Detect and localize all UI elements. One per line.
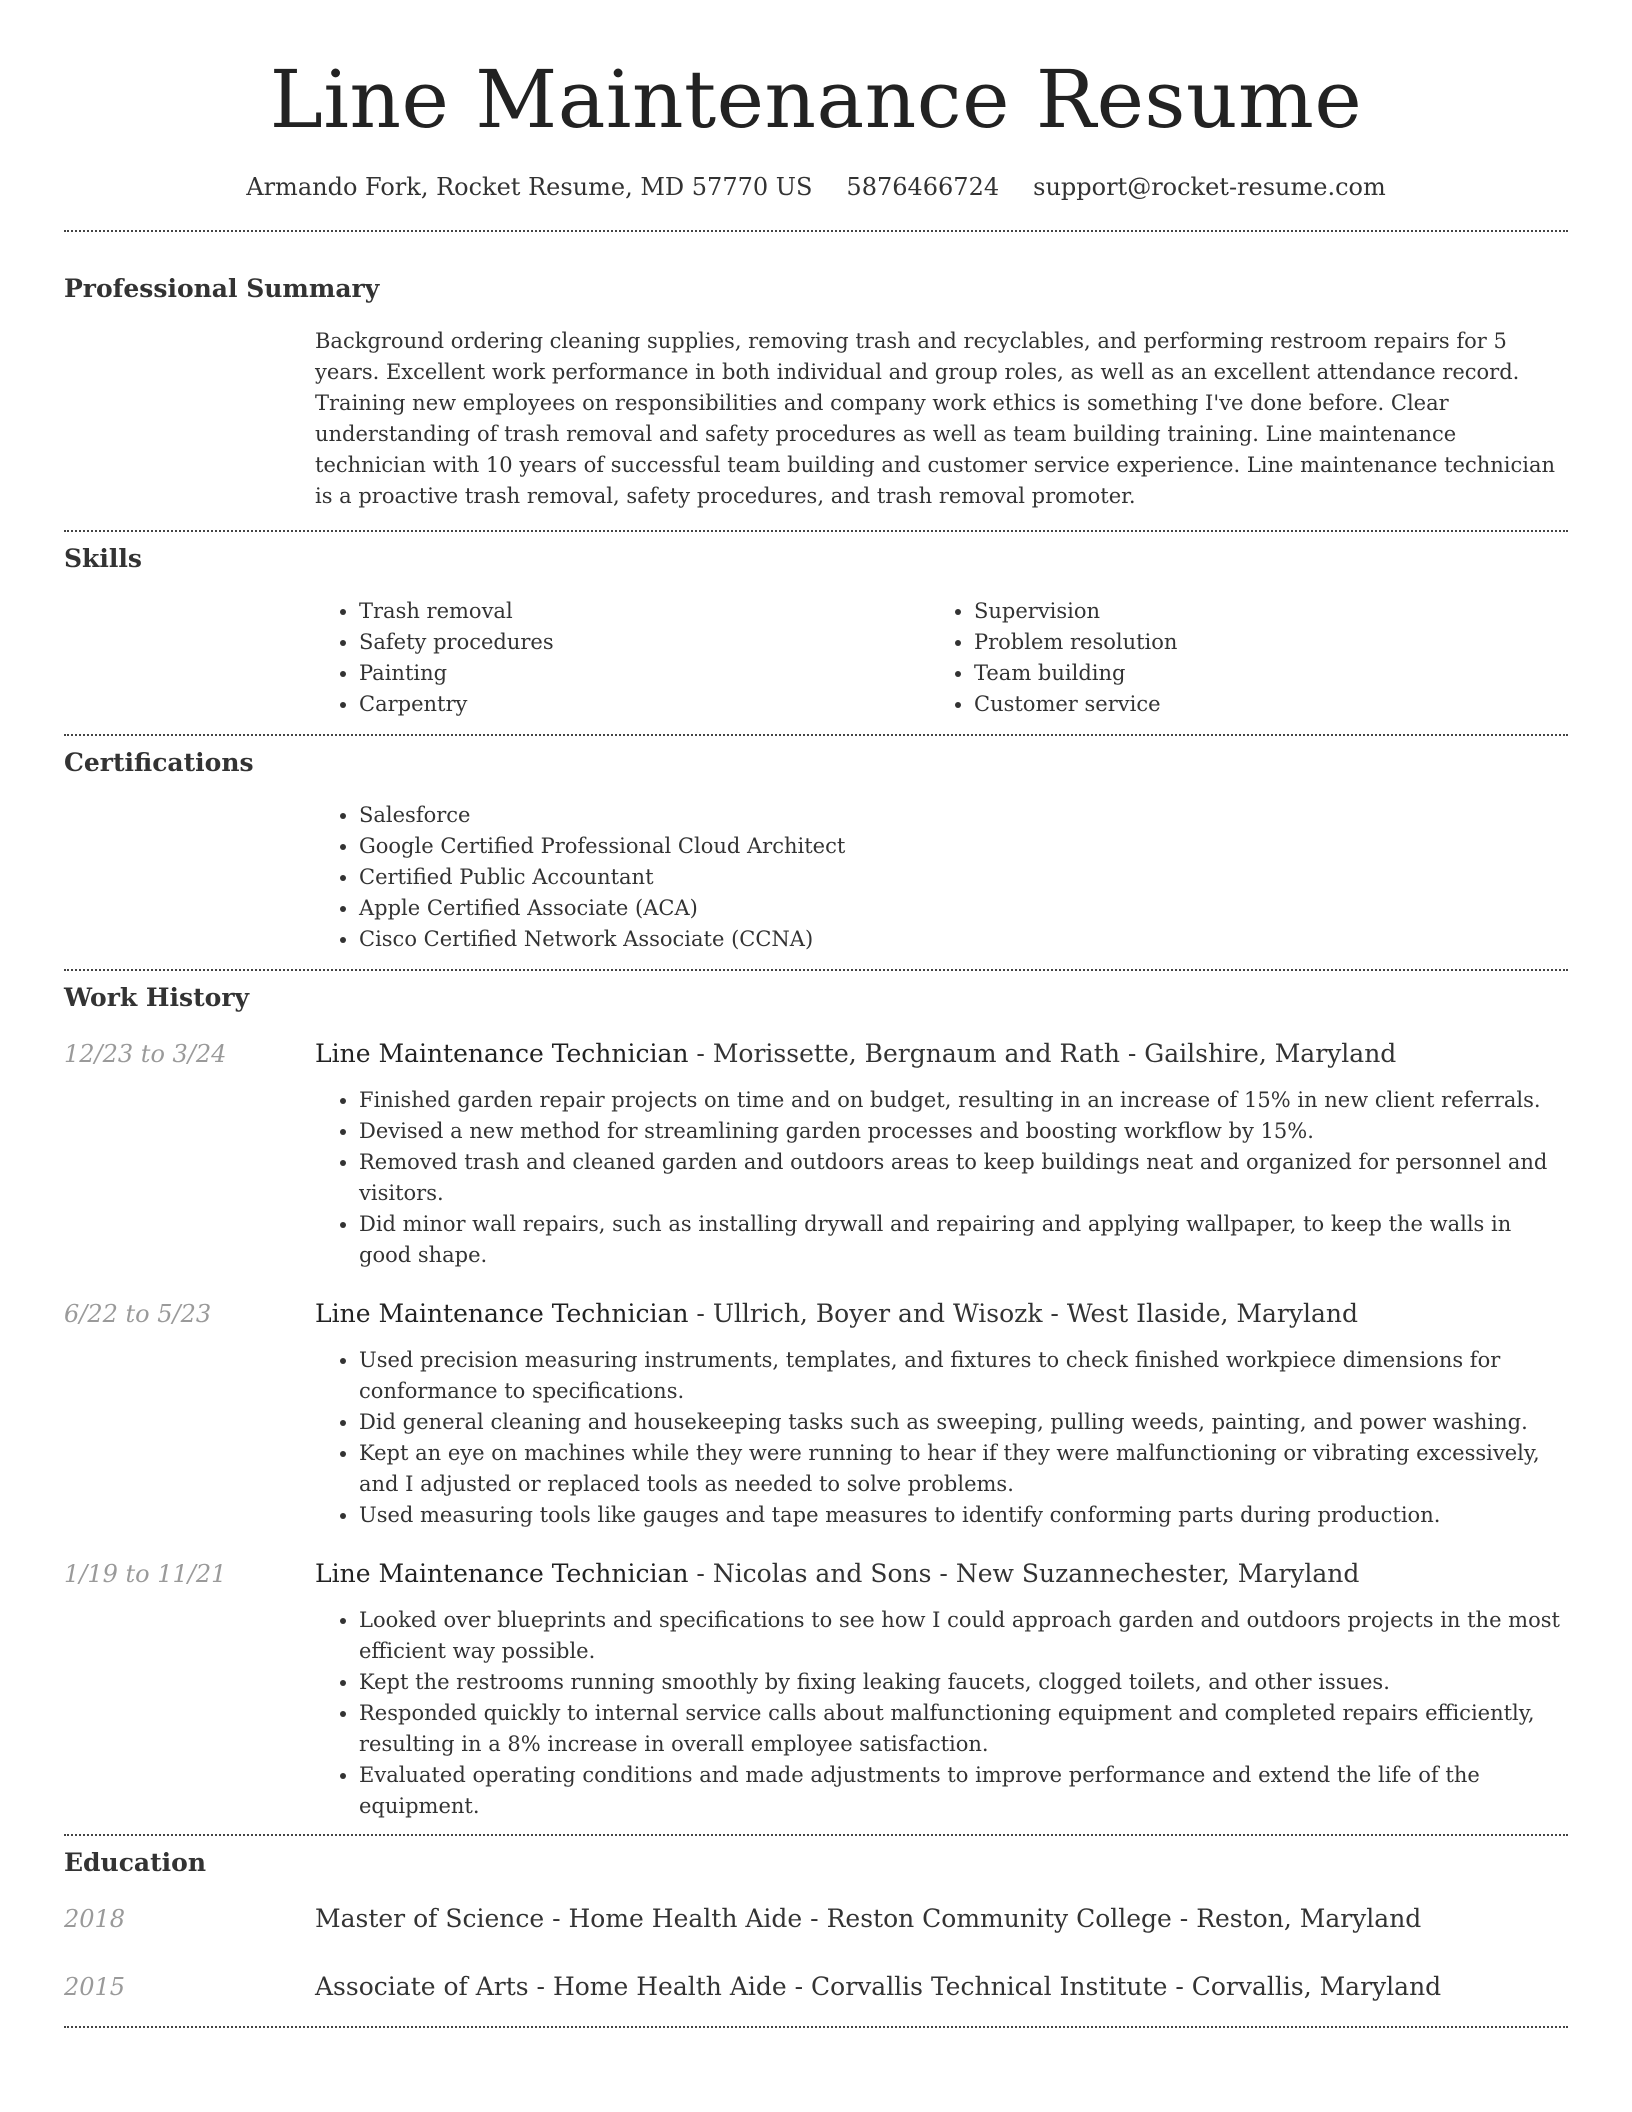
job-bullet: • Kept the restrooms running smoothly by fixing leaking faucets, clogged toilets, and other issues. [359,1667,1568,1698]
separator: - [688,1299,713,1328]
separator: - [528,1972,553,2001]
skill-item: • Team building [974,658,1545,689]
section-divider [64,734,1568,736]
job-bullet: • Finished garden repair projects on time and on budget, resulting in an increase of 15% in new client referrals. [359,1085,1568,1116]
job-role: Line Maintenance Technician [315,1559,689,1588]
page-title: Line Maintenance Resume [269,53,1363,146]
job-role: Line Maintenance Technician [315,1299,689,1328]
job-dates: 12/23 to 3/24 [64,1040,227,1068]
job-bullet: • Kept an eye on machines while they were running to hear if they were malfunctioning or vibrating excessively, and I adjusted or replaced tools as needed to solve problems. [359,1438,1568,1500]
education-school: Corvallis Technical Institute [811,1972,1168,2001]
education-heading-line [315,1970,1441,2004]
education-field: Home Health Aide [552,1972,787,2001]
section-divider [64,969,1568,971]
job-company: Morissette, Bergnaum and Rath [712,1039,1120,1068]
section-divider [64,230,1568,232]
skill-item: • Problem resolution [974,627,1545,658]
job-bullet: • Looked over blueprints and specifications to see how I could approach garden and outdoors projects in the most efficient way possible. [359,1605,1568,1667]
section-divider [64,2026,1568,2028]
skills-column-left [315,596,930,720]
education-field: Home Health Aide [568,1904,803,1933]
job-bullet: • Responded quickly to internal service calls about malfunctioning equipment and completed repairs efficiently, resulting in a 8% increase in overall employee satisfaction. [359,1698,1568,1760]
separator: - [802,1904,827,1933]
job-entry [64,1037,1568,1271]
education-year: 2015 [64,1973,126,2001]
certification-item: • Google Certified Professional Cloud Architect [359,831,1568,862]
skills-column-right [930,596,1545,720]
job-heading [315,1037,1568,1071]
job-bullet: • Devised a new method for streamlining garden processes and boosting workflow by 15%. [359,1116,1568,1147]
separator: - [931,1559,956,1588]
education-degree: Associate of Arts [315,1972,529,2001]
separator: - [688,1559,713,1588]
skill-item: • Trash removal [359,596,930,627]
job-dates: 1/19 to 11/21 [64,1560,227,1588]
education-degree: Master of Science [315,1904,545,1933]
certification-item: • Cisco Certified Network Associate (CCNA) [359,924,1568,955]
job-bullet: • Evaluated operating conditions and made adjustments to improve performance and extend the life of the equipment. [359,1760,1568,1822]
job-bullet: • Removed trash and cleaned garden and outdoors areas to keep buildings neat and organized for personnel and visitors. [359,1147,1568,1209]
education-location: Reston, Maryland [1196,1904,1422,1933]
work-history-heading: Work History [64,983,250,1012]
contact-address: Armando Fork, Rocket Resume, MD 57770 US [246,173,813,201]
separator: - [1119,1039,1145,1068]
certification-item: • Salesforce [359,800,1568,831]
contact-phone: 5876466724 [846,173,1000,201]
education-location: Corvallis, Maryland [1191,1972,1442,2001]
job-role: Line Maintenance Technician [315,1039,689,1068]
summary-text: Background ordering cleaning supplies, removing trash and recyclables, and performing restroom repairs for 5 years. Excellent work performance in both individual and group roles, as well as an excellent attendance record. Training new employees on responsibilities and company work ethics is something I've done before. Clear understanding of trash removal and safety procedures as well as team building training. Line maintenance technician with 10 years of successful team building and customer service experience. Line maintenance technician is a proactive trash removal, safety procedures, and trash removal promoter. [315,329,1556,508]
job-company: Ullrich, Boyer and Wisozk [712,1299,1043,1328]
certifications-list [315,800,1568,955]
education-school: Reston Community College [826,1904,1172,1933]
separator: - [1171,1904,1197,1933]
separator: - [688,1039,713,1068]
education-year: 2018 [64,1905,126,1933]
job-heading [315,1297,1568,1331]
separator: - [786,1972,812,2001]
education-entry [64,1902,1568,1936]
separator: - [1167,1972,1192,2001]
education-entry [64,1970,1568,2004]
certification-item: • Apple Certified Associate (ACA) [359,893,1568,924]
skills-heading: Skills [64,544,142,573]
certification-item: • Certified Public Accountant [359,862,1568,893]
skill-item: • Carpentry [359,689,930,720]
job-location: Gailshire, Maryland [1144,1039,1397,1068]
job-company: Nicolas and Sons [712,1559,932,1588]
contact-email: support@rocket-resume.com [1033,173,1386,201]
section-divider [64,530,1568,532]
job-location: West Ilaside, Maryland [1066,1299,1358,1328]
education-heading-line [315,1902,1421,1936]
job-dates: 6/22 to 5/23 [64,1300,212,1328]
summary-heading: Professional Summary [64,274,380,303]
job-bullet: • Used precision measuring instruments, templates, and fixtures to check finished workpiece dimensions for conformance to specifications. [359,1345,1568,1407]
separator: - [1042,1299,1067,1328]
education-heading: Education [64,1848,207,1877]
section-divider [64,1834,1568,1836]
skill-item: • Customer service [974,689,1545,720]
skills-list [315,596,1568,720]
job-heading [315,1557,1568,1591]
job-bullet: • Did general cleaning and housekeeping tasks such as sweeping, pulling weeds, painting, and power washing. [359,1407,1568,1438]
skill-item: • Safety procedures [359,627,930,658]
separator: - [544,1904,569,1933]
job-bullet: • Did minor wall repairs, such as installing drywall and repairing and applying wallpaper, to keep the walls in good shape. [359,1209,1568,1271]
skill-item: • Painting [359,658,930,689]
certifications-heading: Certifications [64,748,254,777]
job-entry [64,1557,1568,1834]
job-entry [64,1297,1568,1531]
contact-line [64,170,1568,204]
skill-item: • Supervision [974,596,1545,627]
job-location: New Suzannechester, Maryland [955,1559,1360,1588]
job-bullet: • Used measuring tools like gauges and tape measures to identify conforming parts during production. [359,1500,1568,1531]
